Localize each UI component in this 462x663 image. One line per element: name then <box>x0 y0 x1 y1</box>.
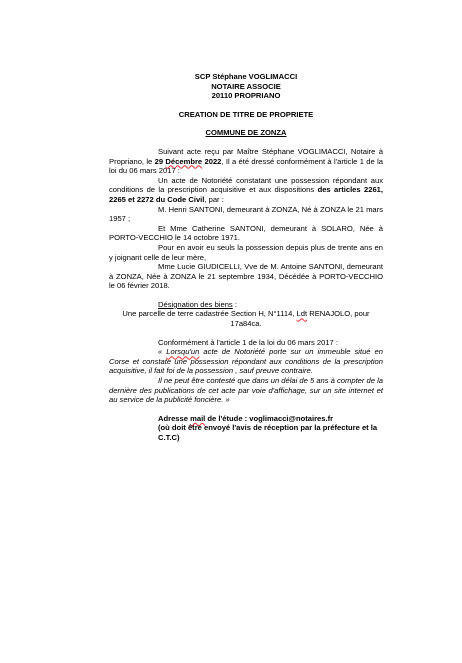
owner-catherine: Et Mme Catherine SANTONI, demeurant à SOLARO, Née à PORTO-VECCHIO le 14 octobre 1971. <box>109 223 383 243</box>
designation-heading <box>109 300 383 310</box>
deed-date-day: 29 <box>154 156 164 166</box>
deed-text-end: , Il a été dressé conformément à l'article 1 de la loi du 06 mars 2017 : <box>109 156 383 176</box>
legal-quote-2: Il ne peut être contesté que dans un délai de 5 ans à compter de la dernière des publications de cet acte par voie d'affichage, sur un site internet et au service de la publicité foncière. » <box>109 376 384 405</box>
civil-code-reference: des articles 2261, 2265 et 2272 du Code Civil <box>109 185 384 204</box>
notoriety-text-end: , par : <box>204 194 224 204</box>
notoriety-paragraph <box>109 176 383 205</box>
owner-henri: M. Henri SANTONI, demeurant à ZONZA, Né à ZONZA le 21 mars 1957 ; <box>109 204 383 224</box>
notoriety-text: Un acte de Notoriété constatant une possession répondant aux conditions de la prescription acquisitive et aux dispositions <box>109 175 383 195</box>
deed-date-month: Décembre <box>165 156 203 166</box>
notice-body <box>109 72 383 443</box>
mother-paragraph: Mme Lucie GIUDICELLI, Vve de M. Antoine SANTONI, demeurant à ZONZA, Née à ZONZA le 21 septembre 1934, Décédée à PORTO-VECCHIO le 06 février 2018. <box>109 262 383 291</box>
possession-paragraph: Pour en avoir eu seuls la possession depuis plus de trente ans en y joignant celle de leur mère, <box>109 242 383 262</box>
legal-quote-1 <box>109 347 383 376</box>
notice-title: CREATION DE TITRE DE PROPRIETE <box>178 109 314 119</box>
parcel-text: Une parcelle de terre cadastrée Section H, N°1114, <box>122 309 297 319</box>
contact-email: de l'étude : voglimacci@notaires.fr <box>205 413 334 423</box>
quote-text-1: acte de Notoriété porte sur un immeuble situé en Corse et constate une possession répondant aux conditions de la prescription acquisitive, il fait foi de la possession , sauf preuve contraire. <box>109 347 383 376</box>
contact-email-line <box>158 414 383 424</box>
parcel-line <box>109 309 383 328</box>
deed-date-year: 2022 <box>202 156 222 166</box>
contact-label: Adresse <box>158 413 191 423</box>
deed-text: Suivant acte reçu par Maître Stéphane VOGLIMACCI, Notaire à Propriano, le <box>109 146 383 166</box>
office-role: NOTAIRE ASSOCIE <box>211 81 281 91</box>
parcel-locality-abbr: Ldt <box>296 309 308 319</box>
quote-open: « <box>158 347 167 357</box>
contact-note: (où doit être envoyé l'avis de réception par la préfecture et la C.T.C) <box>158 423 378 442</box>
contact-mail-word: mail <box>190 413 206 423</box>
office-address: 20110 PROPRIANO <box>211 91 281 101</box>
parcel-text-end: RENAJOLO, pour 17a84ca. <box>230 309 370 329</box>
office-header <box>109 72 383 101</box>
designation-colon: : <box>232 299 237 309</box>
commune-heading: COMMUNE DE ZONZA <box>205 128 287 138</box>
deed-paragraph <box>109 147 383 176</box>
office-name: SCP Stéphane VOGLIMACCI <box>194 72 298 81</box>
contact-block <box>109 414 383 443</box>
designation-label: Désignation des biens <box>158 299 233 309</box>
quote-first-word: Lorsqu'un <box>166 347 200 357</box>
legal-intro: Conformément à l'article 1 de la loi du 06 mars 2017 : <box>158 337 338 347</box>
